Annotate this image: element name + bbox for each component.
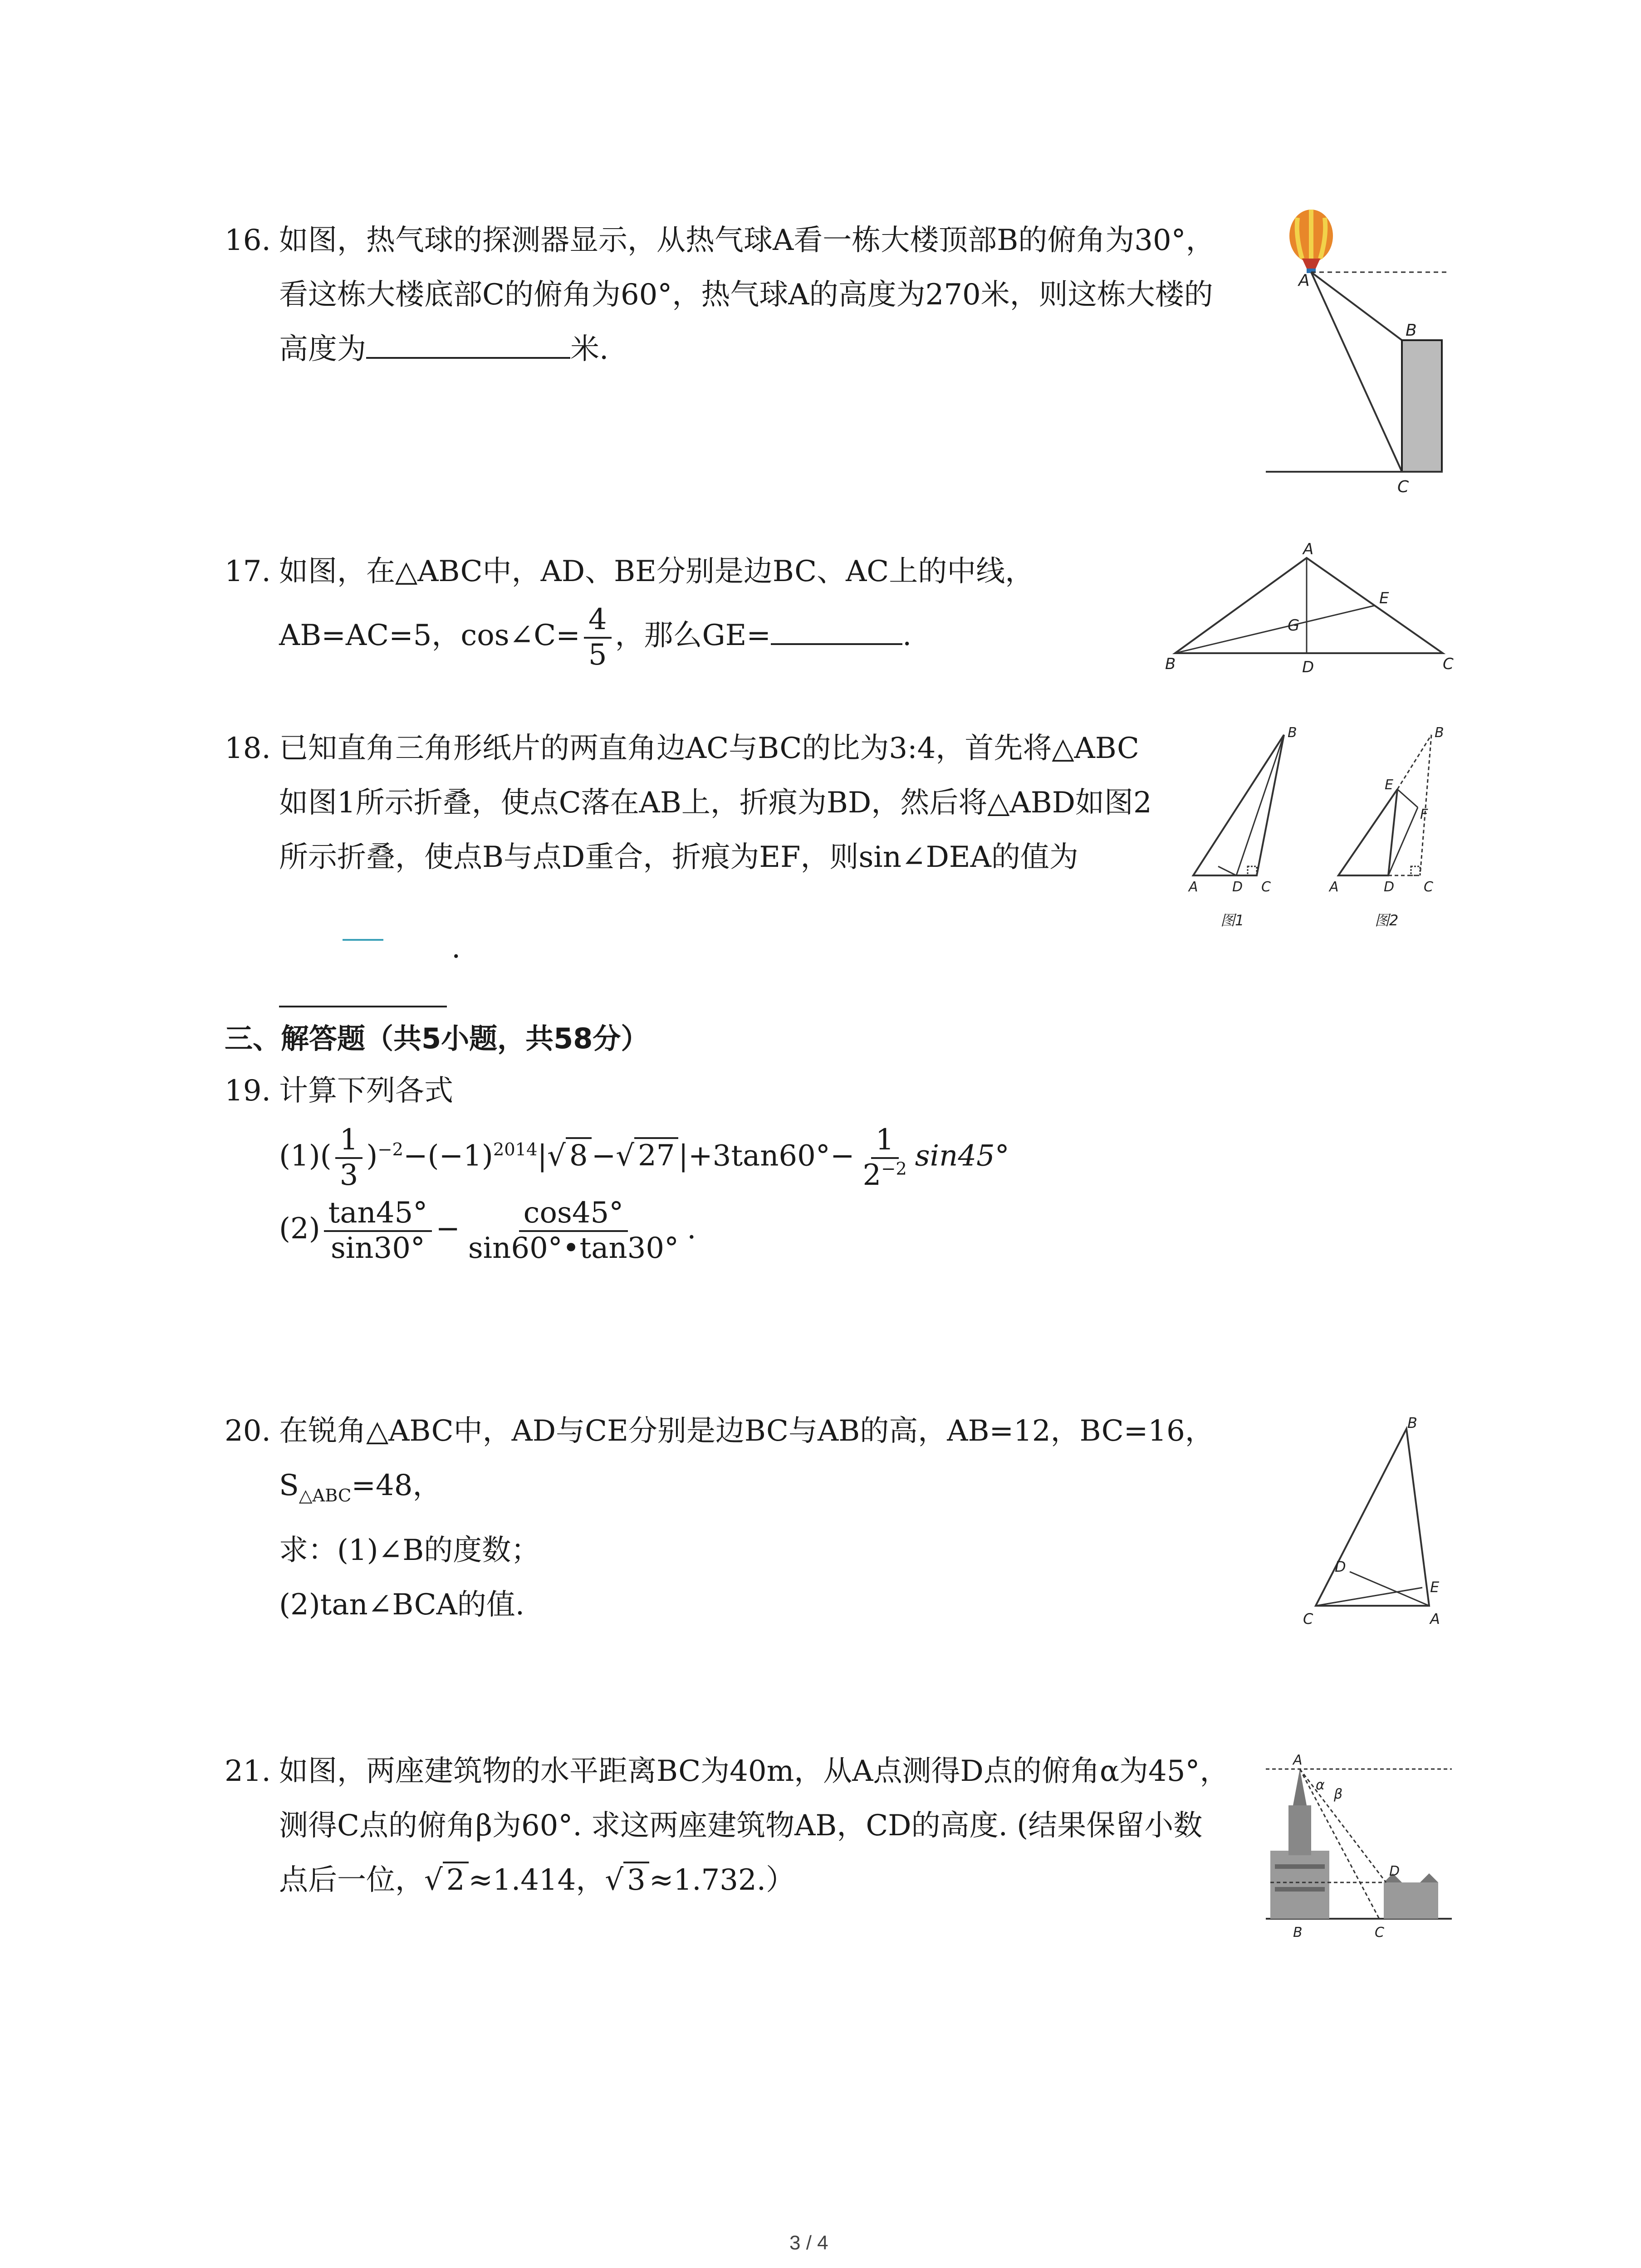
question-18 bbox=[225, 721, 1268, 1025]
question-text: ≈1.732.） bbox=[649, 1863, 795, 1897]
expression-2: (2) $\frac{\tan 45^\circ}{\sin 30^\circ}$ − $\frac{\cos 45^\circ}{\sin 60^\circ•\tan 30^\circ}$ . bbox=[279, 1196, 696, 1266]
point-label-b: B bbox=[1407, 1414, 1417, 1432]
question-21: 21. 如图，两座建筑物的水平距离BC为40m，从A点测得D点的俯角α为45°， 测得C点的俯角β为60°. 求这两座建筑物AB，CD的高度. (结果保留小数 点后一位，√ 2 ≈1.414，√ 3 ≈1.732.） bbox=[225, 1744, 1268, 1907]
question-text: S bbox=[279, 1469, 299, 1502]
point-label-e: E bbox=[1385, 777, 1393, 793]
question-text-line: 已知直角三角形纸片的两直角边AC与BC的比为3:4，首先将△ABC bbox=[279, 732, 1139, 765]
figure-folded-triangles bbox=[1175, 717, 1461, 948]
figure-caption: 图1 bbox=[1220, 912, 1244, 929]
question-text-line: 看这栋大楼底部C的俯角为60°，热气球A的高度为270米，则这栋大楼的 bbox=[279, 278, 1213, 312]
point-label-c: C bbox=[1303, 1610, 1313, 1628]
sqrt-radicand: 2 bbox=[443, 1862, 469, 1897]
angle-label-beta: β bbox=[1334, 1786, 1343, 1802]
question-19 bbox=[225, 1064, 1268, 1266]
page-number: 3 / 4 bbox=[789, 2232, 828, 2254]
point-label-e: E bbox=[1430, 1579, 1440, 1596]
question-16 bbox=[225, 213, 1268, 376]
hot-air-balloon-icon bbox=[1289, 210, 1333, 273]
answer-blank[interactable] bbox=[279, 997, 447, 1007]
point-label-d: D bbox=[1302, 658, 1314, 676]
question-text: 米. bbox=[570, 332, 609, 366]
question-text-line: 如图，两座建筑物的水平距离BC为40m，从A点测得D点的俯角α为45°， bbox=[279, 1755, 1229, 1788]
question-number: 16. bbox=[225, 224, 271, 257]
small-building-icon bbox=[1384, 1873, 1438, 1919]
fraction-4-5: $\frac{4}{5}$ bbox=[584, 603, 612, 672]
question-text: 点后一位， bbox=[279, 1863, 424, 1897]
point-label-b: B bbox=[1435, 725, 1444, 741]
question-text: AB=AC=5，cos∠C= bbox=[279, 619, 580, 653]
point-label-c: C bbox=[1424, 879, 1433, 895]
point-label-c: C bbox=[1261, 879, 1271, 895]
point-label-d: D bbox=[1232, 879, 1243, 895]
question-text: =48， bbox=[351, 1469, 442, 1502]
sqrt-radicand: 3 bbox=[623, 1862, 649, 1897]
figure-balloon-building bbox=[1261, 209, 1461, 499]
point-label-e: E bbox=[1379, 589, 1389, 607]
question-text-line: 求：(1)∠B的度数； bbox=[279, 1533, 540, 1567]
answer-blank[interactable] bbox=[771, 614, 902, 645]
question-text-line: (2)tan∠BCA的值. bbox=[279, 1588, 525, 1622]
question-number: 17. bbox=[225, 555, 271, 588]
point-label-a: A bbox=[1430, 1610, 1440, 1628]
point-label-a: A bbox=[1293, 1752, 1303, 1768]
question-text: ≈1.414， bbox=[468, 1863, 605, 1897]
question-number: 18. bbox=[225, 732, 271, 765]
point-label-g: G bbox=[1288, 616, 1300, 635]
point-label-c: C bbox=[1443, 655, 1454, 673]
question-number: 21. bbox=[225, 1755, 271, 1788]
point-label-a: A bbox=[1298, 271, 1310, 290]
point-label-c: C bbox=[1397, 478, 1409, 496]
question-number: 20. bbox=[225, 1414, 271, 1448]
point-label-f: F bbox=[1420, 807, 1428, 822]
figure-two-buildings bbox=[1261, 1751, 1461, 1960]
point-label-c: C bbox=[1375, 1925, 1384, 1941]
point-label-b: B bbox=[1293, 1925, 1303, 1941]
point-label-d: D bbox=[1384, 879, 1395, 895]
question-text: . bbox=[451, 931, 461, 965]
building-rect bbox=[1402, 340, 1442, 472]
question-text: 高度为 bbox=[279, 332, 366, 366]
point-label-d: D bbox=[1389, 1863, 1400, 1879]
question-number: 19. bbox=[225, 1074, 271, 1108]
angle-label-alpha: α bbox=[1316, 1777, 1325, 1793]
question-text-line: 如图1所示折叠，使点C落在AB上，折痕为BD，然后将△ABD如图2 bbox=[279, 786, 1152, 820]
question-text-line: 如图，在△ABC中，AD、BE分别是边BC、AC上的中线， bbox=[279, 555, 1034, 588]
point-label-a: A bbox=[1329, 879, 1339, 895]
point-label-b: B bbox=[1165, 655, 1176, 673]
answer-blank[interactable] bbox=[366, 328, 570, 359]
figure-acute-triangle bbox=[1284, 1411, 1461, 1637]
question-text: . bbox=[902, 619, 912, 653]
expression-1: (1)( $\frac{1}{3}$ )$^{-2}-(-1)^{2014}|√$ 8 −√ 27 |+3tan60°− $\frac{1}{2^{-2}}$ sin45° bbox=[279, 1123, 1009, 1192]
point-label-a: A bbox=[1303, 540, 1314, 558]
question-20 bbox=[225, 1404, 1268, 1632]
point-label-b: B bbox=[1288, 725, 1297, 741]
question-text-line: 如图，热气球的探测器显示，从热气球A看一栋大楼顶部B的俯角为30°， bbox=[279, 224, 1215, 257]
point-label-a: A bbox=[1189, 879, 1198, 895]
question-text: ，那么GE= bbox=[615, 619, 771, 653]
subscript: △ABC bbox=[299, 1485, 352, 1506]
point-label-b: B bbox=[1406, 321, 1417, 340]
question-text: 计算下列各式 bbox=[279, 1074, 453, 1108]
point-label-d: D bbox=[1335, 1558, 1346, 1575]
section-heading: 三、解答题（共5小题，共58分） bbox=[225, 1022, 649, 1055]
figure-caption: 图2 bbox=[1375, 912, 1399, 929]
cyan-mark bbox=[343, 939, 383, 941]
figure-triangle-medians bbox=[1161, 540, 1461, 676]
question-text-line: 在锐角△ABC中，AD与CE分别是边BC与AB的高，AB=12，BC=16， bbox=[279, 1414, 1214, 1448]
question-17 bbox=[225, 544, 1268, 672]
question-text-line: 所示折叠，使点B与点D重合，折痕为EF，则sin∠DEA的值为 bbox=[279, 841, 1078, 874]
question-text-line: 测得C点的俯角β为60°. 求这两座建筑物AB，CD的高度. (结果保留小数 bbox=[279, 1809, 1203, 1843]
